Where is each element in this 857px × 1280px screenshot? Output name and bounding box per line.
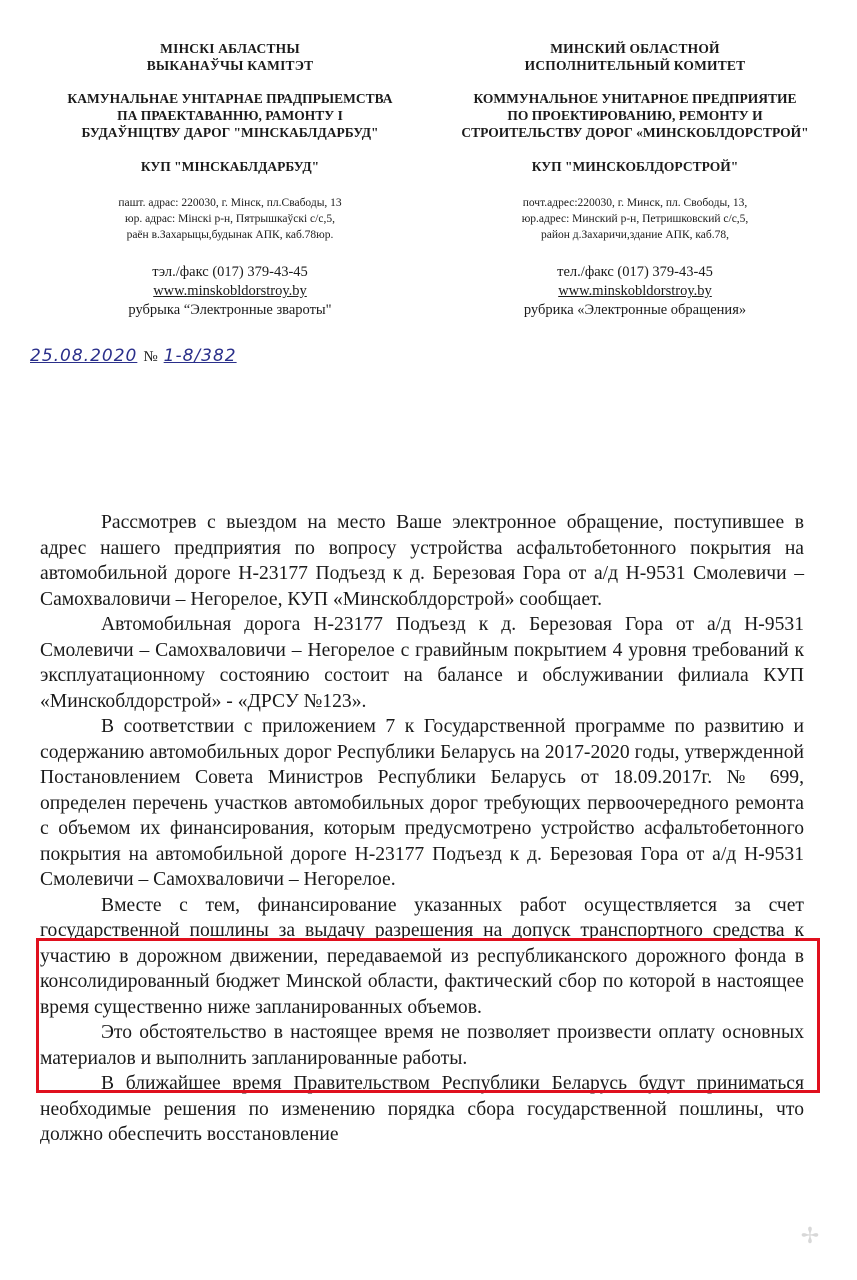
paragraph: Автомобильная дорога Н-23177 Подъезд к д. Березовая Гора от а/д Н-9531 Смолевичи – Самохваловичи – Негорелое с гравийным покрытием 4 уровня требований к эксплуатационному состоянию состоит на балансе и обслуживании филиала КУП «Минскоблдорстрой» - «ДРСУ №123». xyxy=(40,614,804,712)
address-line: юр. адрас: Мінскі р-н, Пятрышкаўскі с/с,5, xyxy=(125,213,335,225)
committee-name-ru xyxy=(430,40,840,74)
handwritten-date: 25.08.2020 xyxy=(30,346,138,366)
letterhead-belarusian xyxy=(40,40,420,320)
committee-line: МІНСКІ АБЛАСТНЫ xyxy=(160,41,300,56)
enterprise-name-ru xyxy=(430,90,840,141)
paragraph: В соответствии с приложением 7 к Государственной программе по развитию и содержанию автомобильных дорог Республики Беларусь на 2017-2020 годы, утвержденной Постановлением Совета Министров Республики Беларусь от 18.09.2017г. № 699, определен перечень участков автомобильных дорог требующих первоочередного ремонта с объемом их финансирования, которым предусмотрено устройство асфальтобетонного покрытия на автомобильной дороге Н-23177 Подъезд к д. Березовая Гора от а/д Н-9531 Смолевичи – Самохваловичи – Негорелое. xyxy=(40,716,804,890)
address-block-by xyxy=(40,195,420,243)
enterprise-line: ПО ПРОЕКТИРОВАНИЮ, РЕМОНТУ И xyxy=(507,108,763,123)
committee-line: ИСПОЛНИТЕЛЬНЫЙ КОМИТЕТ xyxy=(524,58,746,73)
committee-name-by xyxy=(40,40,420,74)
address-line: раён в.Захарыцы,будынак АПК, каб.78юр. xyxy=(126,229,334,241)
address-block-ru xyxy=(430,195,840,243)
registration-line xyxy=(30,346,237,366)
paragraph: В ближайшее время Правительством Республики Беларусь будут приниматься необходимые решения по изменению порядка сбора государственной пошлины, что должно обеспечить восстановление xyxy=(40,1073,804,1145)
enterprise-abbr-ru: КУП "МИНСКОБЛДОРСТРОЙ" xyxy=(531,159,739,174)
paragraph: Это обстоятельство в настоящее время не позволяет произвести оплату основных материалов и выполнить запланированные работы. xyxy=(40,1022,804,1069)
enterprise-line: ПА ПРАЕКТАВАННЮ, РАМОНТУ І xyxy=(117,108,343,123)
enterprise-name-by xyxy=(40,90,420,141)
enterprise-abbr-by: КУП "МІНСКАБЛДАРБУД" xyxy=(140,159,320,174)
rubric: рубрика «Электронные обращения» xyxy=(523,302,747,318)
address-line: юр.адрес: Минский р-н, Петришковский с/с,5, xyxy=(521,213,749,225)
committee-line: ВЫКАНАЎЧЫ КАМІТЭТ xyxy=(146,58,314,73)
rubric: рубрыка “Электронные звароты" xyxy=(128,302,332,318)
phone-fax: тэл./факс (017) 379-43-45 xyxy=(152,264,308,280)
enterprise-line: СТРОИТЕЛЬСТВУ ДОРОГ «МИНСКОБЛДОРСТРОЙ" xyxy=(461,125,809,140)
address-line: пашт. адрас: 220030, г. Мінск, пл.Свабоды, 13 xyxy=(118,197,342,209)
letterhead-russian xyxy=(430,40,840,320)
contact-block-ru xyxy=(430,263,840,320)
paragraph: Рассмотрев с выездом на место Ваше электронное обращение, поступившее в адрес нашего предприятия по вопросу устройства асфальтобетонного покрытия на автомобильной дороге Н-23177 Подъезд к д. Березовая Гора от а/д Н-9531 Смолевичи – Самохваловичи – Негорелое, КУП «Минскоблдорстрой» сообщает. xyxy=(40,512,804,610)
handwritten-number: 1-8/382 xyxy=(163,346,237,366)
highlight-box xyxy=(36,938,820,1093)
committee-line: МИНСКИЙ ОБЛАСТНОЙ xyxy=(550,41,720,56)
enterprise-line: КАМУНАЛЬНАЕ УНІТАРНАЕ ПРАДПРЫЕМСТВА xyxy=(67,91,393,106)
contact-block-by xyxy=(40,263,420,320)
website-link[interactable]: www.minskobldorstroy.by xyxy=(558,283,712,299)
website-link[interactable]: www.minskobldorstroy.by xyxy=(153,283,307,299)
address-line: район д.Захаричи,здание АПК, каб.78, xyxy=(540,229,730,241)
enterprise-line: КОММУНАЛЬНОЕ УНИТАРНОЕ ПРЕДПРИЯТИЕ xyxy=(473,91,797,106)
address-line: почт.адрес:220030, г. Минск, пл. Свободы, 13, xyxy=(522,197,748,209)
number-label: № xyxy=(143,349,158,365)
paragraph-highlighted: Вместе с тем, финансирование указанных работ осуществляется за счет государственной пошлины за выдачу разрешения на допуск транспортного средства к участию в дорожном движении, передаваемой из республиканского дорожного фонда в консолидированный бюджет Минской области, фактический сбор по которой в настоящее время существенно ниже запланированных объемов. xyxy=(40,894,804,1018)
phone-fax: тел./факс (017) 379-43-45 xyxy=(557,264,713,280)
watermark-icon: ✢ xyxy=(800,1224,820,1249)
enterprise-line: БУДАЎНІЦТВУ ДАРОГ "МІНСКАБЛДАРБУД" xyxy=(81,125,379,140)
